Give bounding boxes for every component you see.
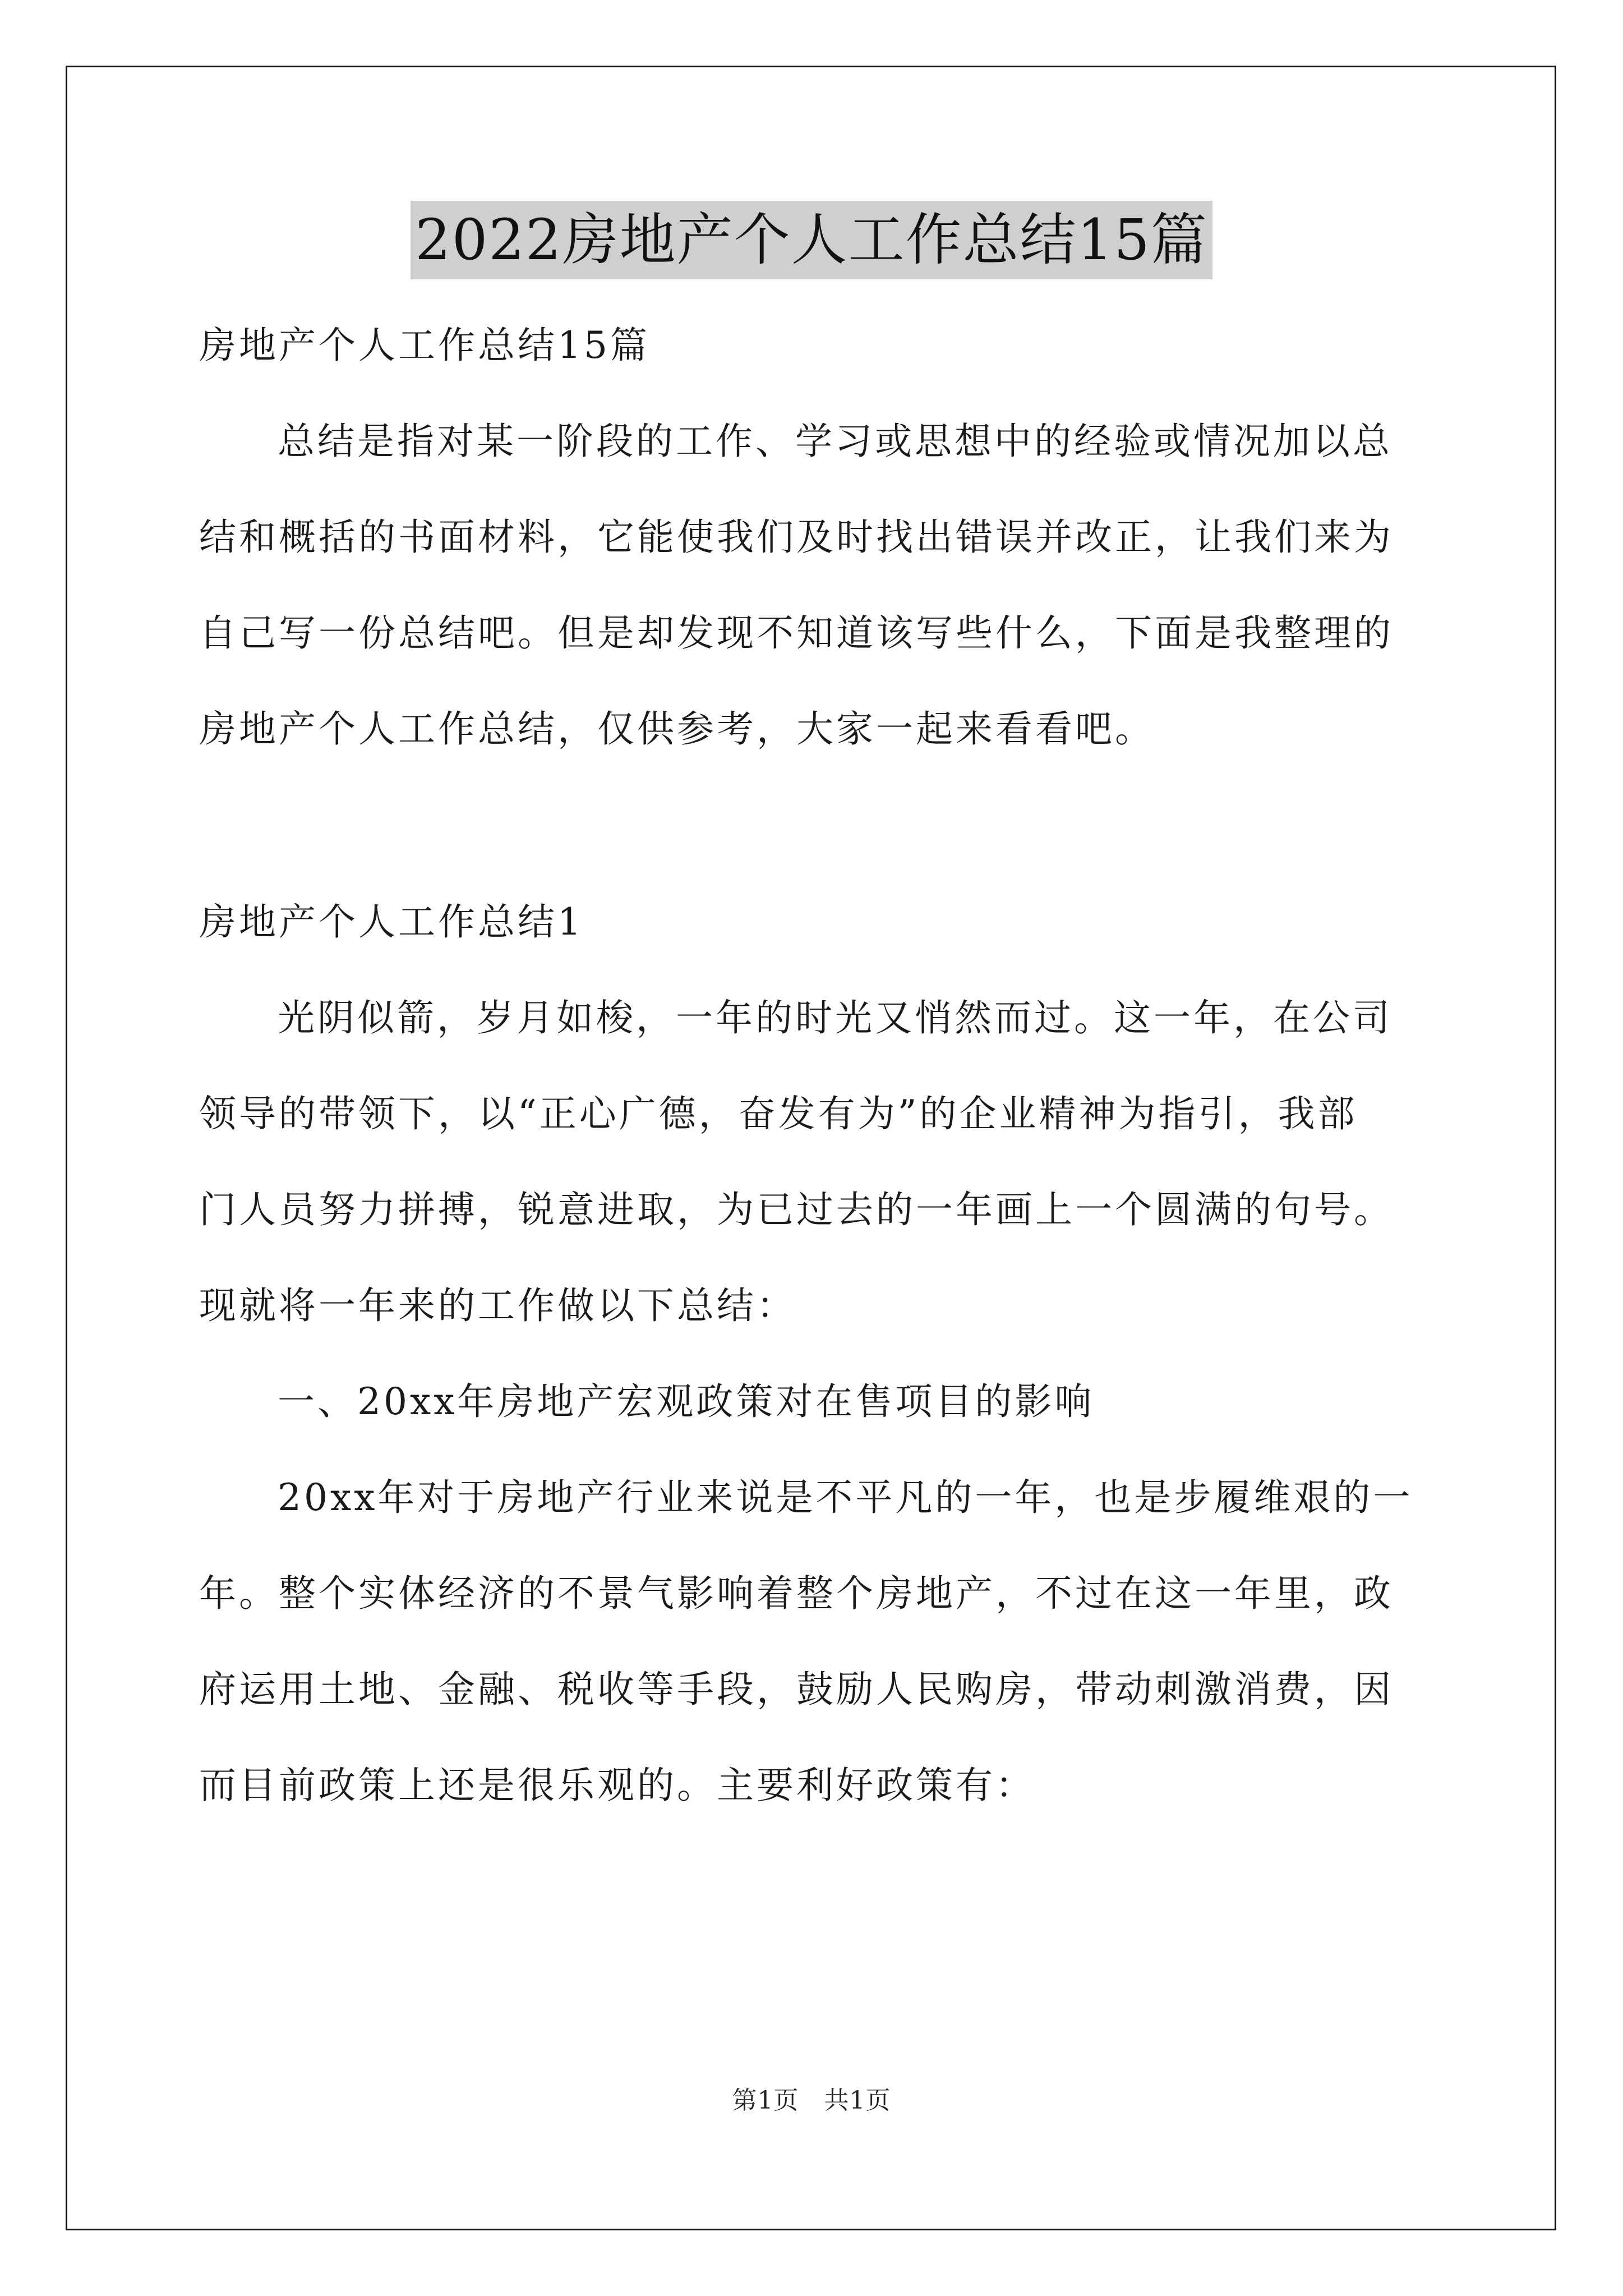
paragraph-line: 府运用土地、金融、税收等手段，鼓励人民购房，带动刺激消费，因 [199,1668,1394,1711]
document-body [199,297,1433,1833]
paragraph-line: 光阴似箭，岁月如梭，一年的时光又悄然而过。这一年，在公司 [278,996,1393,1039]
title-container [0,201,1623,279]
paragraph-line: 总结是指对某一阶段的工作、学习或思想中的经验或情况加以总 [278,420,1393,463]
paragraph-line: 20xx年对于房地产行业来说是不平凡的一年，也是步履维艰的一 [278,1476,1413,1519]
section-paragraph [199,970,1433,1354]
paragraph-line: 而目前政策上还是很乐观的。主要利好政策有： [199,1764,1035,1807]
section-heading: 房地产个人工作总结1 [199,900,584,944]
paragraph-line: 现就将一年来的工作做以下总结： [199,1284,796,1327]
intro-paragraph [199,393,1433,777]
paragraph-line: 自己写一份总结吧。但是却发现不知道该写些什么，下面是我整理的 [199,611,1394,655]
section-paragraph [199,1450,1433,1833]
section-spacer [199,777,1433,874]
page-footer: 第1页 共1页 [732,2086,891,2115]
paragraph-line: 年。整个实体经济的不景气影响着整个房地产，不过在这一年里，政 [199,1572,1394,1615]
document-subtitle: 房地产个人工作总结15篇 [199,324,650,367]
paragraph-line: 房地产个人工作总结，仅供参考，大家一起来看看吧。 [199,707,1155,751]
document-title: 2022房地产个人工作总结15篇 [411,201,1212,279]
paragraph-line: 门人员努力拼搏，锐意进取，为已过去的一年画上一个圆满的句号。 [199,1188,1394,1231]
paragraph-line: 结和概括的书面材料，它能使我们及时找出错误并改正，让我们来为 [199,516,1394,559]
paragraph-line: 领导的带领下，以“正心广德，奋发有为”的企业精神为指引，我部 [199,1092,1358,1135]
section-subheading: 一、20xx年房地产宏观政策对在售项目的影响 [278,1380,1095,1423]
